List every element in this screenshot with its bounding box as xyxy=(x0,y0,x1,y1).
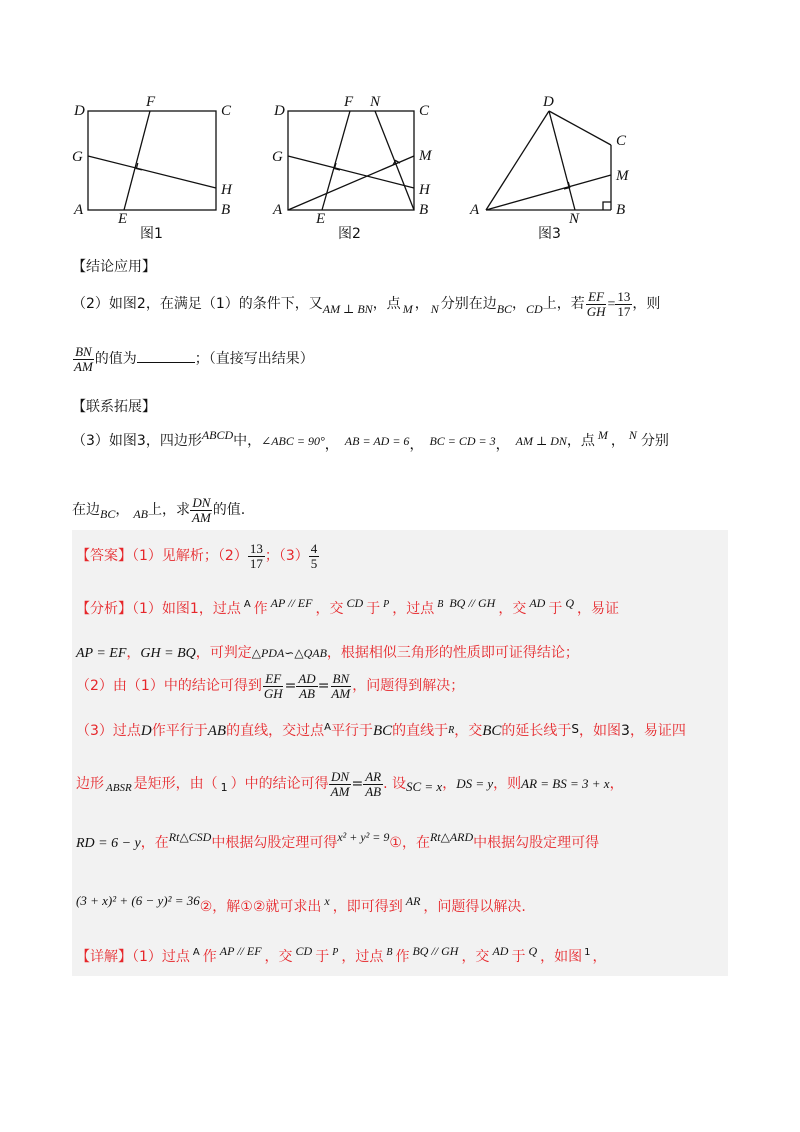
q3-t1: 中， xyxy=(233,433,262,449)
al3-eq2: = xyxy=(317,678,330,695)
q3-point-m: M xyxy=(597,428,608,442)
al5-d: . 设 xyxy=(383,776,406,793)
q2-t4: ， xyxy=(512,296,527,313)
q3-eq2: BC = CD = 3 xyxy=(429,434,496,448)
fig1-label-b: B xyxy=(221,202,231,218)
al4-m3: A xyxy=(324,722,331,733)
fig3-side-cd xyxy=(549,111,611,145)
al1-i: ，易证 xyxy=(577,601,620,617)
section-header-apply: 【结论应用】 xyxy=(72,259,156,275)
q3-t9: ， xyxy=(115,502,130,519)
figure-1-labels xyxy=(72,94,233,242)
q2-frac-ef-num: EF xyxy=(588,289,605,304)
al4-c: 的直线，交过点 xyxy=(226,723,325,739)
al6-b: 中根据勾股定理可得 xyxy=(211,835,338,851)
q2-t8: ；（直接写出结果） xyxy=(194,351,314,368)
al3-frac-2-den: AB xyxy=(299,685,315,701)
dl-f: 作 xyxy=(395,949,410,965)
question-2-line-1 xyxy=(72,290,660,318)
al5-frac-2-den: AB xyxy=(365,783,382,799)
dl-a: （1）过点 xyxy=(132,949,190,965)
fig1-label-d: D xyxy=(74,103,85,119)
answer-frac-1 xyxy=(248,542,265,570)
al4-h: ，如图 xyxy=(579,723,622,739)
q3-abcd: ABCD xyxy=(201,428,234,442)
al4-m2: AB xyxy=(207,723,227,739)
q3-eq1: AB = AD = 6 xyxy=(344,434,410,448)
dl-m8: 1 xyxy=(584,947,591,958)
q2-t1: ，点 xyxy=(372,296,401,313)
al1-m7: Q xyxy=(565,596,575,610)
fig1-line-ef xyxy=(124,111,150,210)
detail-tag: 【详解】 xyxy=(76,949,132,965)
al6-c: ①，在 xyxy=(389,835,430,851)
q2-lead: （2）如图2，在满足（1）的条件下，又 xyxy=(72,296,323,313)
al5-m2: 1 xyxy=(220,781,228,795)
fig2-caption: 图2 xyxy=(338,226,361,242)
al5-c: ）中的结论可得 xyxy=(230,776,329,793)
al4-m7: S xyxy=(571,722,580,736)
al1-d: 于 xyxy=(366,601,381,617)
answer-frac-2-den: 5 xyxy=(310,555,318,571)
fig2-label-d: D xyxy=(274,103,285,119)
fig1-label-g: G xyxy=(72,149,83,165)
q3-lead: （3）如图3，四边形 xyxy=(72,433,202,449)
question-2-line-2 xyxy=(72,345,314,373)
fig3-label-a: A xyxy=(470,202,480,218)
figure-1 xyxy=(88,111,216,210)
q3-t4: ， xyxy=(495,437,510,453)
al2-c: ，根据相似三角形的性质即可证得结论； xyxy=(326,645,579,661)
al5-b: 是矩形，由（ xyxy=(133,776,218,793)
fig3-label-c: C xyxy=(616,133,627,149)
al1-m2: CD xyxy=(346,596,364,610)
analysis-line-5 xyxy=(76,770,624,798)
al1-g: ，交 xyxy=(498,601,527,617)
al5-frac-1-den: AM xyxy=(330,783,350,799)
al4-e: 的直线于 xyxy=(392,723,449,739)
dl-m1: AP // EF xyxy=(219,944,262,958)
q3-ab: AB xyxy=(133,507,149,522)
question-3-line-1 xyxy=(72,428,669,453)
figure-2-labels xyxy=(272,94,433,242)
question-3-line-2 xyxy=(72,496,245,524)
al5-frac-1 xyxy=(329,770,352,798)
al3-frac-1-den: GH xyxy=(263,685,283,701)
analysis-line-2 xyxy=(76,642,579,662)
al4-m4: BC xyxy=(372,723,393,739)
q2-point-m: M xyxy=(402,302,413,317)
al2-a: ， xyxy=(126,645,141,661)
analysis-line-3 xyxy=(76,672,464,700)
al6-d: 中根据勾股定理可得 xyxy=(473,835,600,851)
dl-j: ， xyxy=(592,949,607,965)
fig2-label-n: N xyxy=(370,94,381,110)
answer-frac-1-num: 13 xyxy=(249,541,263,556)
al5-a: 边形 xyxy=(76,776,104,793)
al3-frac-1-num: EF xyxy=(265,671,282,686)
q3-frac-num: DN xyxy=(192,495,211,510)
al3-eq1: = xyxy=(284,678,297,695)
q3-t2: ， xyxy=(324,437,339,453)
analysis-line-6 xyxy=(76,832,599,852)
q3-t8: 在边 xyxy=(72,502,100,519)
al1-a: （1）如图1，过点 xyxy=(132,601,241,617)
fig2-label-h: H xyxy=(419,182,430,198)
fig1-caption: 图1 xyxy=(140,226,163,242)
fig2-label-f: F xyxy=(344,94,354,110)
q3-bc: BC xyxy=(100,507,116,522)
q3-frac-den: AM xyxy=(192,509,211,525)
al3-frac-2 xyxy=(296,672,317,700)
q2-t3: 分别在边 xyxy=(440,296,497,313)
fig2-label-c: C xyxy=(419,103,430,119)
al4-b: 作平行于 xyxy=(151,723,208,739)
q2-frac-value-num: 13 xyxy=(617,289,631,304)
al7-b: ，即可得到 xyxy=(332,899,403,915)
dl-m5: BQ // GH xyxy=(412,944,459,958)
al7-m3: AR xyxy=(405,894,421,908)
al3-frac-1 xyxy=(262,672,285,700)
answer-frac-2 xyxy=(309,542,320,570)
answer-frac-1-den: 17 xyxy=(249,555,263,571)
fig1-line-gh xyxy=(88,156,216,188)
al2-b: ，可判定 xyxy=(195,645,252,661)
al1-m5: BQ // GH xyxy=(449,596,496,610)
al4-m5: R xyxy=(448,725,455,736)
al3-b: ，问题得到解决； xyxy=(352,678,465,695)
al1-m6: AD xyxy=(529,596,546,610)
q3-t3: ， xyxy=(409,437,424,453)
al1-c: ，交 xyxy=(315,601,344,617)
fig2-label-e: E xyxy=(316,211,326,227)
al6-m2: Rt△CSD xyxy=(168,830,212,844)
analysis-line-4 xyxy=(76,720,686,740)
q2-t7: 的值为 xyxy=(94,351,137,368)
figure-3 xyxy=(486,111,611,210)
dl-m4: B xyxy=(386,947,393,958)
al6-m1: RD = 6 − y xyxy=(76,836,141,851)
al6-m4: Rt△ARD xyxy=(429,830,474,844)
al2-m2: GH = BQ xyxy=(140,646,196,661)
al5-m3: SC = x xyxy=(405,779,443,795)
al4-m8: 3 xyxy=(621,723,630,739)
al4-m1: D xyxy=(140,723,152,739)
al3-frac-3 xyxy=(329,672,352,700)
dl-e: ，过点 xyxy=(341,949,384,965)
fig1-label-h: H xyxy=(221,182,232,198)
al3-a: （2）由（1）中的结论可得到 xyxy=(76,678,262,695)
al1-m3: P xyxy=(383,599,390,610)
al1-b: 作 xyxy=(253,601,268,617)
answer-line xyxy=(76,542,319,570)
al4-a: （3）过点 xyxy=(76,723,141,739)
al5-g: ， xyxy=(609,776,624,793)
q3-t11: 的值. xyxy=(212,502,246,519)
al4-d: 平行于 xyxy=(330,723,373,739)
q2-t6: ，则 xyxy=(632,296,661,313)
al1-h: 于 xyxy=(548,601,563,617)
al7-a: ②，解①②就可求出 xyxy=(199,899,322,915)
q3-perp: AM ⊥ DN xyxy=(515,434,567,448)
dl-g: ，交 xyxy=(461,949,490,965)
q3-frac-dn-am xyxy=(190,496,213,524)
q3-point-n: N xyxy=(628,428,637,442)
al6-a: ，在 xyxy=(140,835,169,851)
al2-m1: AP = EF xyxy=(76,646,127,661)
al2-m3: △PDA∽△QAB xyxy=(251,646,327,660)
fig3-label-d: D xyxy=(543,94,554,110)
q3-angle: ∠ABC = 90° xyxy=(261,434,325,448)
fig2-line-bn xyxy=(375,111,414,210)
al4-g: 的延长线于 xyxy=(501,723,572,739)
q2-bc: BC xyxy=(496,302,513,317)
fig3-right-angle-mark-2 xyxy=(603,202,611,210)
fig1-label-c: C xyxy=(221,103,232,119)
al4-f: ，交 xyxy=(454,723,483,739)
dl-pa: A xyxy=(192,947,200,958)
al5-frac-2 xyxy=(363,770,383,798)
al1-pa: A xyxy=(243,599,251,610)
figure-2 xyxy=(288,111,414,210)
dl-h: 于 xyxy=(511,949,526,965)
fig1-label-a: A xyxy=(74,202,84,218)
q3-t7: 分别 xyxy=(640,433,669,449)
q2-cd: CD xyxy=(526,302,543,317)
dl-m6: AD xyxy=(492,944,509,958)
q2-frac-value xyxy=(615,290,632,318)
section-header-extend: 【联系拓展】 xyxy=(72,399,156,415)
q2-point-n: N xyxy=(430,302,439,317)
answer-frac-2-num: 4 xyxy=(310,541,318,556)
fig3-caption: 图3 xyxy=(538,226,561,242)
dl-m7: Q xyxy=(528,944,538,958)
answer-tag: 【答案】 xyxy=(76,548,132,565)
dl-b: 作 xyxy=(202,949,217,965)
q2-eq: = xyxy=(607,297,616,313)
al5-m5: AR = BS = 3 + x xyxy=(521,776,610,792)
analysis-line-7 xyxy=(76,893,526,916)
fig1-label-f: F xyxy=(146,94,156,110)
al7-c: ，问题得以解决. xyxy=(423,899,526,915)
q3-t10: 上，求 xyxy=(148,502,191,519)
analysis-line-1 xyxy=(76,598,619,618)
al3-frac-3-den: AM xyxy=(331,685,351,701)
al1-m4: B xyxy=(437,599,444,610)
q2-t5: 上，若 xyxy=(542,296,585,313)
fig1-label-e: E xyxy=(118,211,128,227)
al5-f: ，则 xyxy=(493,776,522,793)
q2-frac-bn-num: BN xyxy=(75,344,92,359)
q2-frac-bn-am xyxy=(72,345,95,373)
figure-3-labels xyxy=(469,94,630,242)
answer-p2: ；（3） xyxy=(264,548,309,565)
answer-p1: （1）见解析；（2） xyxy=(132,548,248,565)
al5-e: ， xyxy=(442,776,457,793)
figures-area xyxy=(0,0,800,250)
fig3-label-n: N xyxy=(569,211,580,227)
detail-line-1 xyxy=(76,946,606,966)
fig3-label-b: B xyxy=(616,202,626,218)
fig2-label-m: M xyxy=(419,148,432,164)
al6-m3: x² + y² = 9 xyxy=(337,830,390,844)
fig2-label-g: G xyxy=(272,149,283,165)
dl-c: ，交 xyxy=(264,949,293,965)
analysis-tag: 【分析】 xyxy=(76,601,132,617)
al4-m6: BC xyxy=(482,723,502,739)
q2-t2: ， xyxy=(414,296,429,313)
al3-frac-2-num: AD xyxy=(298,671,316,686)
al5-frac-2-num: AR xyxy=(365,769,382,784)
q3-t5: ，点 xyxy=(566,433,595,449)
q2-answer-blank[interactable] xyxy=(137,362,195,363)
al5-eq: = xyxy=(351,776,364,793)
dl-d: 于 xyxy=(315,949,330,965)
al5-m1: ABSR xyxy=(106,782,132,795)
al7-m2: x xyxy=(324,894,330,908)
al5-frac-1-num: DN xyxy=(331,769,350,784)
al7-m1: (3 + x)² + (6 − y)² = 36 xyxy=(76,893,200,908)
fig2-line-ef xyxy=(322,111,350,210)
al5-m4: DS = y xyxy=(456,776,494,792)
fig2-label-a: A xyxy=(273,202,283,218)
q2-frac-ef-gh xyxy=(585,290,608,318)
al1-e: ，过点 xyxy=(392,601,435,617)
q3-t6: ， xyxy=(610,433,625,449)
al4-i: ，易证四 xyxy=(629,723,686,739)
q2-frac-value-den: 17 xyxy=(617,303,631,319)
fig3-line-dn xyxy=(549,111,575,210)
dl-i: ，如图 xyxy=(540,949,583,965)
q2-frac-ef-den: GH xyxy=(586,303,606,319)
fig2-label-b: B xyxy=(419,202,429,218)
dl-m2: CD xyxy=(295,944,313,958)
q2-cond: AM ⊥ BN xyxy=(322,302,373,317)
fig3-label-m: M xyxy=(616,168,629,184)
q2-frac-bn-den: AM xyxy=(74,358,93,374)
al3-frac-3-num: BN xyxy=(332,671,350,686)
dl-m3: P xyxy=(332,947,339,958)
al1-m1: AP // EF xyxy=(270,596,313,610)
